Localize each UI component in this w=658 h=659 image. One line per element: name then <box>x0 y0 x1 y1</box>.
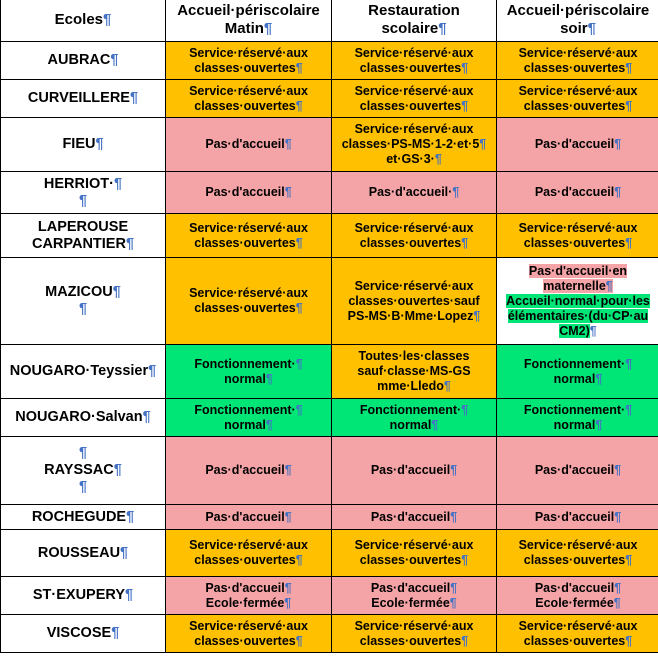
header-accueil-matin: Accueil·périscolaire Matin¶ <box>166 0 332 42</box>
school-name: ROUSSEAU¶ <box>1 530 166 577</box>
cell-matin: Service·réservé·aux classes·ouvertes¶ <box>166 258 332 345</box>
table-row <box>1 399 658 437</box>
cell-soir: Service·réservé·aux classes·ouvertes¶ <box>497 530 658 577</box>
table-row <box>1 530 658 577</box>
school-name: CURVEILLERE¶ <box>1 80 166 118</box>
cell-matin: Service·réservé·aux classes·ouvertes¶ <box>166 214 332 258</box>
cell-restauration: Service·réservé·aux classes·PS-MS·1-2·et·5¶ et·GS·3·¶ <box>332 118 497 172</box>
school-name: VISCOSE¶ <box>1 615 166 653</box>
cell-soir: Pas·d'accueil¶ <box>497 172 658 214</box>
school-name: MAZICOU¶ ¶ <box>1 258 166 345</box>
school-name: AUBRAC¶ <box>1 42 166 80</box>
cell-soir: Fonctionnement·¶ normal¶ <box>497 345 658 399</box>
cell-soir: Pas·d'accueil¶ Ecole·fermée¶ <box>497 577 658 615</box>
cell-restauration: Pas·d'accueil¶ <box>332 505 497 530</box>
cell-soir: Service·réservé·aux classes·ouvertes¶ <box>497 214 658 258</box>
cell-restauration: Fonctionnement·¶ normal¶ <box>332 399 497 437</box>
table-row <box>1 615 658 653</box>
cell-soir: Service·réservé·aux classes·ouvertes¶ <box>497 42 658 80</box>
header-restauration: Restauration scolaire¶ <box>332 0 497 42</box>
cell-matin: Service·réservé·aux classes·ouvertes¶ <box>166 80 332 118</box>
header-row <box>1 0 658 42</box>
cell-matin: Service·réservé·aux classes·ouvertes¶ <box>166 42 332 80</box>
table-row <box>1 437 658 505</box>
cell-restauration: Pas·d'accueil¶ <box>332 437 497 505</box>
cell-soir: Fonctionnement·¶ normal¶ <box>497 399 658 437</box>
school-name: FIEU¶ <box>1 118 166 172</box>
cell-soir: Service·réservé·aux classes·ouvertes¶ <box>497 615 658 653</box>
cell-restauration: Pas·d'accueil·¶ <box>332 172 497 214</box>
table-row <box>1 345 658 399</box>
cell-soir: Pas·d'accueil¶ <box>497 437 658 505</box>
cell-matin: Pas·d'accueil¶ <box>166 505 332 530</box>
cell-soir: Pas·d'accueil¶ <box>497 118 658 172</box>
cell-soir: Pas·d'accueil¶ <box>497 505 658 530</box>
cell-restauration: Service·réservé·aux classes·ouvertes·sauf PS-MS·B·Mme·Lopez¶ <box>332 258 497 345</box>
cell-restauration: Pas·d'accueil¶ Ecole·fermée¶ <box>332 577 497 615</box>
header-accueil-soir: Accueil·périscolaire soir¶ <box>497 0 658 42</box>
table-row <box>1 577 658 615</box>
cell-matin: Pas·d'accueil¶ <box>166 118 332 172</box>
cell-restauration: Service·réservé·aux classes·ouvertes¶ <box>332 214 497 258</box>
school-name: HERRIOT·¶ ¶ <box>1 172 166 214</box>
cell-matin: Pas·d'accueil¶ <box>166 437 332 505</box>
school-name: NOUGARO·Teyssier¶ <box>1 345 166 399</box>
header-ecoles: Ecoles¶ <box>1 0 166 42</box>
table-row <box>1 214 658 258</box>
cell-restauration: Service·réservé·aux classes·ouvertes¶ <box>332 80 497 118</box>
table-row <box>1 42 658 80</box>
cell-restauration: Service·réservé·aux classes·ouvertes¶ <box>332 615 497 653</box>
cell-matin: Service·réservé·aux classes·ouvertes¶ <box>166 615 332 653</box>
cell-matin: Pas·d'accueil¶ Ecole·fermée¶ <box>166 577 332 615</box>
school-name: ST·EXUPERY¶ <box>1 577 166 615</box>
table-row <box>1 258 658 345</box>
cell-restauration: Service·réservé·aux classes·ouvertes¶ <box>332 42 497 80</box>
school-name: ¶ RAYSSAC¶ ¶ <box>1 437 166 505</box>
cell-matin: Service·réservé·aux classes·ouvertes¶ <box>166 530 332 577</box>
school-name: NOUGARO·Salvan¶ <box>1 399 166 437</box>
cell-matin: Pas·d'accueil¶ <box>166 172 332 214</box>
cell-soir: Pas·d'accueil·en maternelle¶ Accueil·normal·pour·les élémentaires·(du·CP·au CM2)¶ <box>497 258 658 345</box>
cell-matin: Fonctionnement·¶ normal¶ <box>166 345 332 399</box>
school-name: ROCHEGUDE¶ <box>1 505 166 530</box>
school-name: LAPEROUSE CARPANTIER¶ <box>1 214 166 258</box>
cell-soir: Service·réservé·aux classes·ouvertes¶ <box>497 80 658 118</box>
cell-matin: Fonctionnement·¶ normal¶ <box>166 399 332 437</box>
table-row <box>1 172 658 214</box>
table-row <box>1 505 658 530</box>
cell-restauration: Toutes·les·classes sauf·classe·MS-GS mme·Lledo¶ <box>332 345 497 399</box>
cell-restauration: Service·réservé·aux classes·ouvertes¶ <box>332 530 497 577</box>
table-row <box>1 80 658 118</box>
table-row <box>1 118 658 172</box>
